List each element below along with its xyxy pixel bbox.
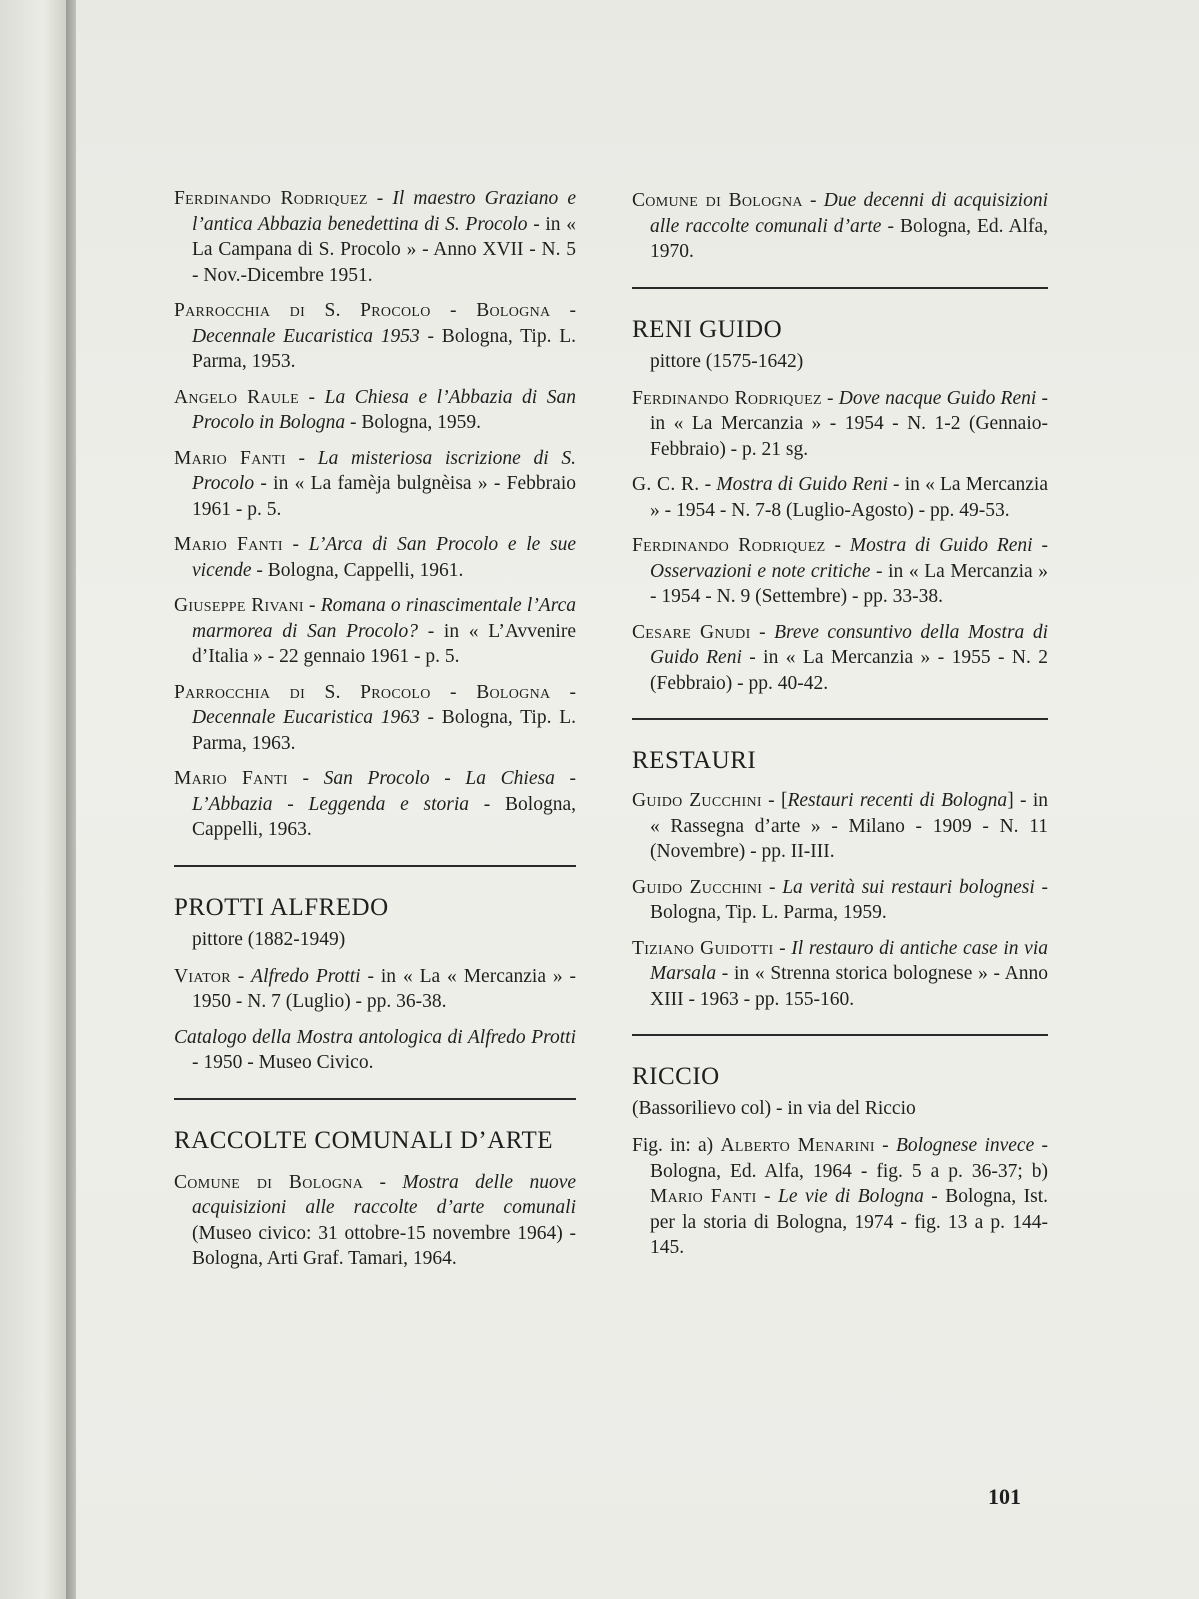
section-divider [632, 718, 1048, 720]
entry-text: - in « La Mercanzia » - 1955 - N. 2 (Febbraio) - pp. 40-42. [650, 647, 1048, 694]
section-heading-restauri: RESTAURI [632, 747, 757, 774]
bibliography-entry [632, 386, 1048, 463]
entry-author: Mario Fanti [174, 768, 288, 789]
entry-text: - [363, 1171, 403, 1193]
entry-text: - Bologna, Tip. L. Parma, 1963. [192, 707, 576, 754]
entry-text: - in « La Mercanzia » - 1954 - N. 9 (Settembre) - pp. 33-38. [650, 560, 1048, 607]
entry-author: Guido Zucchini [632, 790, 762, 811]
entry-text: - [825, 535, 850, 556]
entry-title: La verità sui restauri bolognesi [782, 876, 1035, 898]
entry-title: Decennale Eucaristica 1963 [192, 707, 420, 728]
entry-text: - in « La Mercanzia » - 1954 - N. 1-2 (Gennaio-Febbraio) - p. 21 sg. [650, 387, 1048, 460]
entry-author: Comune di Bologna [174, 1171, 364, 1193]
entry-text: - in « L’Avvenire d’Italia » - 22 gennaio 1961 - p. 5. [192, 620, 576, 667]
entry-author: Guido Zucchini [632, 876, 763, 898]
entry-text: - [821, 387, 839, 409]
entry-text: (Museo civico: 31 ottobre-15 novembre 1964) - Bologna, Arti Graf. Tamari, 1964. [192, 1222, 576, 1269]
section-heading-riccio: RICCIO [632, 1063, 720, 1090]
entry-author: Cesare Gnudi [632, 621, 751, 643]
entries-reni [632, 386, 1048, 697]
section-subtitle-protti: pittore (1882-1949) [192, 928, 346, 950]
entry-title: Romana o rinascimentale l’Arca marmorea di San Procolo? [192, 595, 576, 642]
bibliography-entry [174, 532, 576, 583]
entries-restauri [632, 788, 1048, 1012]
entry-title: L’Arca di San Procolo e le sue vicende [192, 534, 576, 581]
bibliography-entry [174, 680, 576, 757]
entry-title: Breve consuntivo della Mostra di Guido Reni [650, 621, 1048, 668]
entry-title: Alfredo Protti [251, 965, 361, 987]
entry-text: - in « Strenna storica bolognese » - Anno XIII - 1963 - pp. 155-160. [650, 963, 1048, 1010]
entry-author: Mario Fanti [174, 534, 283, 555]
bibliography-entry [632, 188, 1048, 265]
entry-text: - [ [761, 790, 788, 811]
entries-protti [174, 964, 576, 1076]
entry-text: - in « La famèja bulgnèisa » - Febbraio 1961 - p. 5. [192, 473, 576, 520]
entry-title: Mostra di Guido Reni [716, 474, 888, 495]
entry-text: - [874, 1135, 896, 1156]
section-divider [632, 1034, 1048, 1036]
bibliography-entry [174, 964, 576, 1015]
entry-title: Due decenni di acquisizioni alle raccolte comunali d’arte [650, 190, 1049, 237]
entries-comune [632, 188, 1048, 265]
entry-text: - Bologna, 1959. [345, 412, 482, 433]
entry-author: Mario Fanti [650, 1186, 757, 1207]
entry-title: Decennale Eucaristica 1953 [192, 325, 420, 347]
entry-text: - [303, 595, 321, 616]
entry-title: Dove nacque Guido Reni [838, 387, 1037, 409]
entry-text: - [773, 937, 792, 959]
entry-author: Alberto Menarini [720, 1135, 875, 1156]
bibliography-entry [632, 875, 1048, 926]
entry-text: - [299, 386, 325, 408]
entry-text: - [285, 447, 318, 469]
entry-text: - Bologna, Ed. Alfa, 1970. [650, 215, 1049, 262]
bibliography-entry [174, 1025, 576, 1076]
entry-text: Fig. in: a) [632, 1135, 721, 1156]
entry-title: Il maestro Graziano e l’antica Abbazia benedettina di S. Procolo [192, 188, 576, 235]
left-column [174, 186, 576, 1282]
bibliography-entry [174, 446, 576, 523]
entry-author: Viator [174, 965, 231, 987]
entry-author: Giuseppe Rivani [174, 595, 304, 616]
facing-page-edge [0, 0, 72, 1599]
entry-text: - in « La « Mercanzia » - 1950 - N. 7 (Luglio) - pp. 36-38. [192, 965, 577, 1012]
entry-text: - [750, 621, 775, 643]
page-number: 101 [988, 1484, 1021, 1509]
bibliography-entry [174, 298, 576, 375]
section-subtitle-reni: pittore (1575-1642) [650, 350, 804, 372]
entry-author: Ferdinando Rodriquez [632, 387, 822, 409]
entry-text: - [756, 1186, 778, 1207]
entry-text: - [762, 876, 783, 898]
entry-text: - in « La Mercanzia » - 1954 - N. 7-8 (Luglio-Agosto) - pp. 49-53. [650, 474, 1049, 521]
entry-title: La misteriosa iscrizione di S. Procolo [192, 447, 576, 494]
entry-text: - [287, 768, 324, 789]
bibliography-entry [174, 1170, 576, 1272]
entry-title: Catalogo della Mostra antologica di Alfredo Protti [174, 1026, 576, 1048]
bibliography-entry [174, 186, 576, 288]
entry-author: Tiziano Guidotti [632, 937, 774, 959]
section-heading-raccolte: RACCOLTE COMUNALI D’ARTE [174, 1126, 554, 1154]
entry-text: - Bologna, Ist. per la storia di Bologna, 1974 - fig. 13 a p. 144-145. [650, 1186, 1048, 1258]
entry-text: - Bologna, Tip. L. Parma, 1959. [650, 876, 1048, 923]
entry-title: Le vie di Bologna [778, 1186, 924, 1207]
entry-text: - 1950 - Museo Civico. [192, 1052, 374, 1073]
entry-title: San Procolo - La Chiesa - L’Abbazia - Leggenda e storia [192, 768, 576, 815]
section-divider [632, 287, 1048, 289]
section-heading-protti: PROTTI ALFREDO [174, 893, 389, 921]
section-subtitle-riccio: (Bassorilievo col) - in via del Riccio [632, 1098, 916, 1119]
entry-text: - [550, 681, 576, 703]
entry-text: - in « La Campana di S. Procolo » - Anno XVII - N. 5 - Nov.-Dicembre 1951. [192, 213, 576, 286]
entry-text: - Bologna, Ed. Alfa, 1964 - fig. 5 a p. 36-37; b) [650, 1135, 1049, 1182]
entry-text: ] - in « Rassegna d’arte » - Milano - 1909 - N. 11 (Novembre) - pp. II-III. [650, 790, 1048, 862]
entry-author: Angelo Raule [174, 386, 299, 408]
bibliography-entry [632, 533, 1048, 610]
bibliography-entry [174, 593, 576, 670]
right-column [632, 188, 1048, 1271]
entry-text: - [282, 534, 309, 555]
entry-title: Il restauro di antiche case in via Marsala [650, 937, 1048, 984]
section-divider [174, 1098, 576, 1100]
bibliography-entry [632, 472, 1048, 523]
bibliography-entry [632, 936, 1048, 1013]
section-heading-reni: RENI GUIDO [632, 315, 783, 343]
entry-author: Parrocchia di S. Procolo - Bologna [174, 300, 551, 321]
entry-title: Mostra di Guido Reni - Osservazioni e note critiche [650, 535, 1048, 582]
bibliography-entry [632, 788, 1048, 865]
book-page [76, 0, 1199, 1599]
entry-text: - [230, 965, 252, 987]
entry-text: - [550, 300, 576, 321]
entries-san-procolo [174, 186, 576, 843]
bibliography-entry [632, 1133, 1048, 1261]
entry-author: Ferdinando Rodriquez [632, 535, 826, 556]
entry-title: Mostra delle nuove acquisizioni alle raccolte d’arte comunali [192, 1171, 577, 1218]
entry-text: - Bologna, Cappelli, 1961. [251, 559, 464, 581]
entry-title: La Chiesa e l’Abbazia di San Procolo in Bologna [192, 386, 576, 433]
entry-text: - [367, 188, 393, 209]
entry-text: - Bologna, Tip. L. Parma, 1953. [192, 325, 576, 372]
bibliography-entry [632, 620, 1048, 697]
entry-title: Restauri recenti di Bologna [787, 790, 1008, 811]
entry-text: - [699, 474, 717, 495]
section-divider [174, 865, 576, 867]
entry-author: Mario Fanti [174, 447, 286, 469]
entries-riccio [632, 1133, 1048, 1261]
entry-author: G. C. R. [632, 474, 700, 495]
entry-title: Bolognese invece [895, 1135, 1035, 1156]
bibliography-entry [174, 385, 576, 436]
entry-author: Parrocchia di S. Procolo - Bologna [174, 681, 551, 703]
entry-author: Comune di Bologna [632, 190, 803, 211]
entry-author: Ferdinando Rodriquez [174, 188, 368, 209]
entries-raccolte [174, 1170, 576, 1272]
entry-text: - [802, 190, 824, 211]
bibliography-entry [174, 766, 576, 843]
entry-text: - Bologna, Cappelli, 1963. [192, 793, 576, 840]
